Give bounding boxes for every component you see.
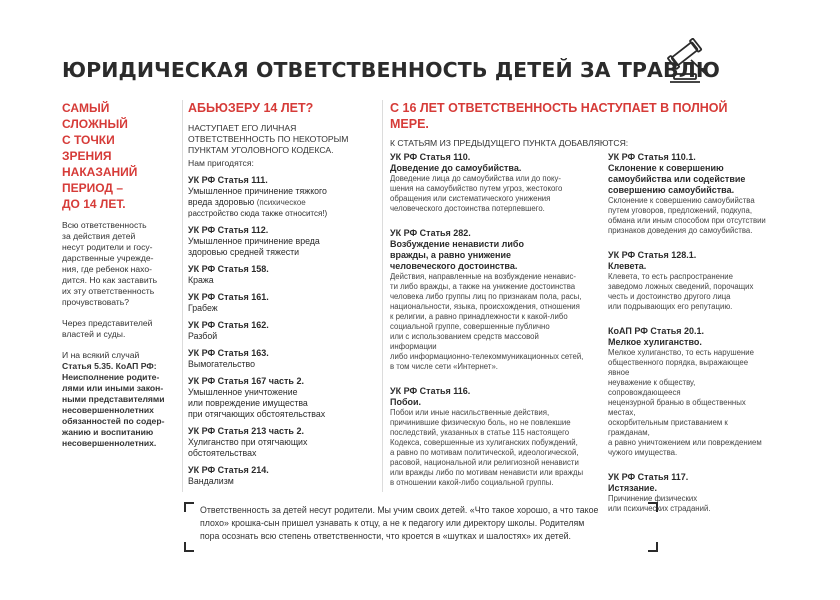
article-158: УК РФ Статья 158. Кража — [188, 264, 269, 285]
quote-bracket — [184, 502, 194, 512]
column-age-16-left — [390, 146, 586, 488]
column-under-14 — [62, 100, 178, 449]
article-117: УК РФ Статья 117. Истязание. Причинение физических или психических страданий. — [608, 472, 711, 513]
column-age-16-right — [608, 146, 768, 514]
paragraph-responsibility: Всю ответственность за действия детей несут родители и госу- дарственные учрежде- ния, где ребенок нахо- дится. Но как заставить их эту ответственность прочувствовать? — [62, 220, 158, 307]
article-162: УК РФ Статья 162. Разбой — [188, 320, 269, 341]
article-116: УК РФ Статья 116. Побои. Побои или иные насильственные действия, причинившие физическую боль, но не повлекшие последствий, указанных в статье 115 настоящего Кодекса, совершенные из хулиганских побуждений, а равно по мотивам политической, идеологической, расовой, национальной или религиозной ненависти или вражды либо по мотивам ненависти или вражды в отношении какой-либо социальной группы. — [390, 386, 584, 487]
article-163: УК РФ Статья 163. Вымогательство — [188, 348, 269, 369]
gavel-icon — [664, 38, 716, 84]
article-282: УК РФ Статья 282. Возбуждение ненависти либо вражды, а равно унижение человеческого достоинства. Действия, направленные на возбуждение ненавис- ти либо вражды, а также на унижение достоинства человека либо группы лиц по признакам пола, расы, национальности, языка, происхождения, отношения к религии, а равно принадлежности к какой-либо социальной группе, совершенные публично или с использованием средств массовой информации либо информационно-телекоммуникационных сетей, в том числе сети «Интернет». — [390, 228, 584, 371]
paragraph-authorities: Через представителей властей и суды. — [62, 318, 153, 339]
paragraph-koap-535: Статья 5.35. КоАП РФ: Неисполнение родите- лями или иными закон- ными представителями несовершеннолетних обязанностей по содер- жанию и воспитанию несовершеннолетних. — [62, 361, 165, 448]
koap-article-20-1: КоАП РФ Статья 20.1. Мелкое хулиганство. Мелкое хулиганство, то есть нарушение общественного порядка, выражающее явное неуважение к обществу, сопровождающееся нецензурной бранью в общественных местах, оскорбительным приставанием к гражданам, а равно уничтожением или повреждением чужого имущества. — [608, 326, 762, 457]
quote-bracket — [184, 542, 194, 552]
article-213-part-2: УК РФ Статья 213 часть 2. Хулиганство при отягчающих обстоятельствах — [188, 426, 308, 458]
quote-text: Ответственность за детей несут родители. Мы учим своих детей. «Что такое хорошо, а что такое плохо» крошка-сын пришел узнавать к отцу, а не к педагогу или директору школы. Родителям пора осознать всю степень ответственности, что кроется в «шутках и шалостях» их детей. — [200, 505, 599, 541]
article-167-part-2: УК РФ Статья 167 часть 2. Умышленное уничтожение или повреждение имущества при отягчающих обстоятельствах — [188, 376, 326, 419]
column-age-16 — [390, 100, 740, 149]
column-divider — [382, 100, 383, 492]
intro-added-articles: К СТАТЬЯМ ИЗ ПРЕДЫДУЩЕГО ПУНКТА ДОБАВЛЯЮТСЯ: — [390, 138, 629, 148]
column-age-14 — [188, 100, 363, 487]
column-divider — [182, 100, 183, 492]
article-110-1: УК РФ Статья 110.1. Склонение к совершению самоубийства или содействие совершению самоубийства. Склонение к совершению самоубийства путем уговоров, предложений, подкупа, обмана или иным способом при отсутствии признаков доведения до самоубийства. — [608, 152, 766, 235]
parents-quote — [184, 502, 658, 552]
section-heading-age-16: С 16 ЛЕТ ОТВЕТСТВЕННОСТЬ НАСТУПАЕТ В ПОЛНОЙ МЕРЕ. — [390, 101, 728, 131]
quote-bracket — [648, 502, 658, 512]
section-heading-age-14: АБЬЮЗЕРУ 14 ЛЕТ? — [188, 101, 314, 115]
article-110: УК РФ Статья 110. Доведение до самоубийства. Доведение лица до самоубийства или до поку- шения на самоубийство путем угроз, жестокого обращения или систематического унижения человеческого достоинства потерпевшего. — [390, 152, 563, 213]
intro-personal-responsibility: НАСТУПАЕТ ЕГО ЛИЧНАЯ ОТВЕТСТВЕННОСТЬ ПО НЕКОТОРЫМ ПУНКТАМ УГОЛОВНОГО КОДЕКСА. — [188, 123, 349, 155]
page-title: ЮРИДИЧЕСКАЯ ОТВЕТСТВЕННОСТЬ ДЕТЕЙ ЗА ТРАВЛЮ — [62, 58, 721, 82]
article-111: УК РФ Статья 111. Умышленное причинение тяжкого вреда здоровью (психическое расстройство сюда также относится!) — [188, 175, 328, 218]
article-112: УК РФ Статья 112. Умышленное причинение вреда здоровью средней тяжести — [188, 225, 320, 257]
intro-useful: Нам пригодятся: — [188, 158, 254, 168]
article-214: УК РФ Статья 214. Вандализм — [188, 465, 269, 486]
quote-bracket — [648, 542, 658, 552]
section-heading-under-14: САМЫЙ СЛОЖНЫЙ С ТОЧКИ ЗРЕНИЯ НАКАЗАНИЙ ПЕРИОД – ДО 14 ЛЕТ. — [62, 101, 138, 211]
article-161: УК РФ Статья 161. Грабеж — [188, 292, 269, 313]
article-128-1: УК РФ Статья 128.1. Клевета. Клевета, то есть распространение заведомо ложных сведений, порочащих честь и достоинство другого лица или подрывающих его репутацию. — [608, 250, 754, 311]
paragraph-just-in-case: И на всякий случай — [62, 350, 140, 360]
